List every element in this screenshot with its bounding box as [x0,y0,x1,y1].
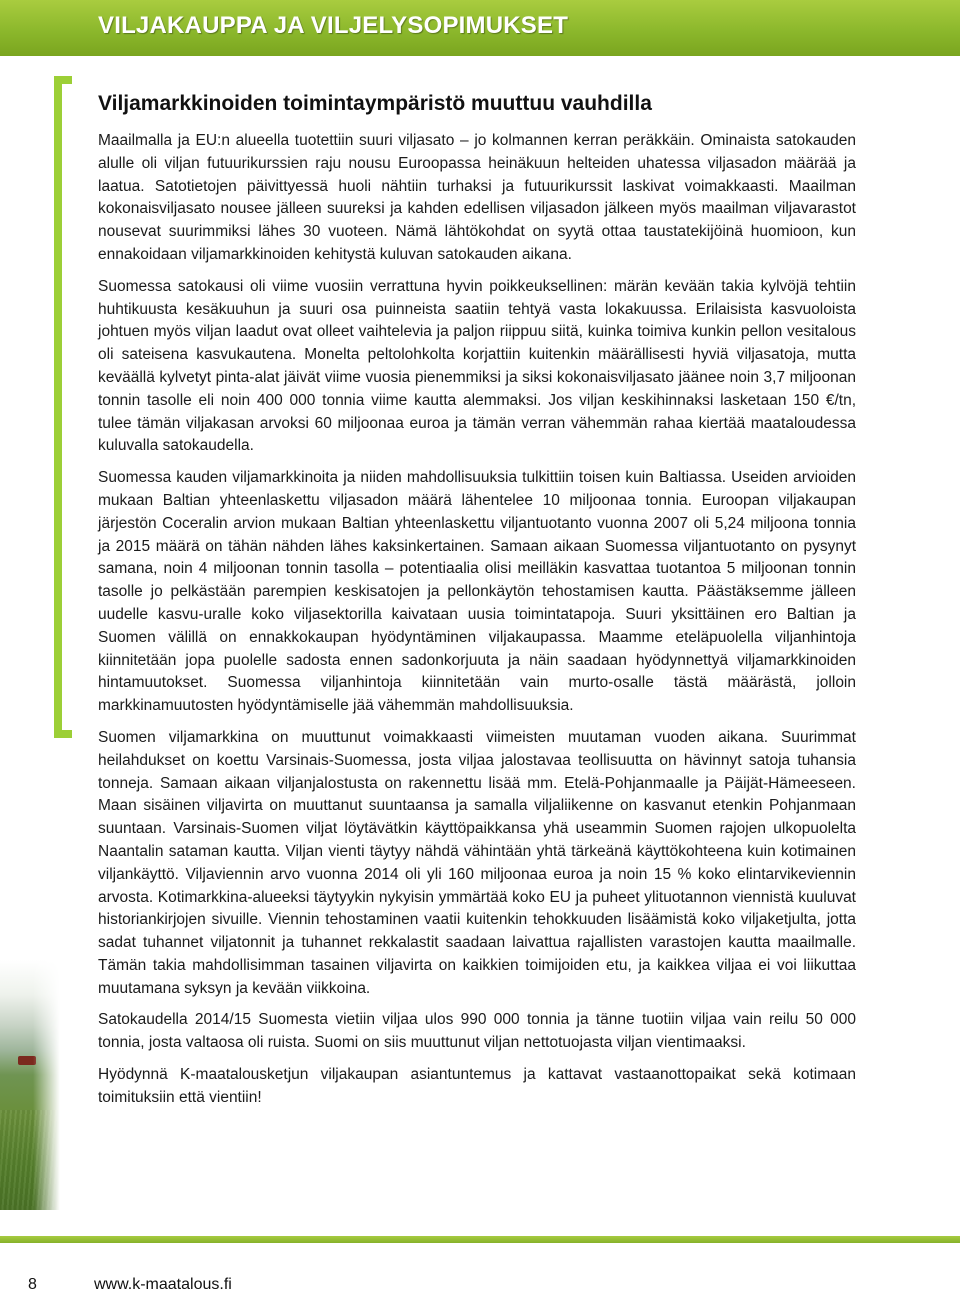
grain-field-texture [0,1110,60,1210]
decorative-bracket [54,76,72,738]
paragraph-5: Satokaudella 2014/15 Suomesta vietiin viljaa ulos 990 000 tonnia ja tänne tuotiin viljaa vain reilu 50 000 tonnia, josta valtaosa oli ruista. Suomi on siis muuttunut viljan nettotuojasta viljan vientimaaksi. [98,1011,856,1052]
paragraph-3: Suomessa kauden viljamarkkinoita ja niiden mahdollisuuksia tulkittiin toisen kuin Baltiassa. Useiden arvioiden mukaan Baltian yhteenlaskettu viljasadon määrä lähentelee 10 miljoonaa tonnia. Euroopan viljakaupan järjestön Coceralin arvion mukaan Baltian yhteenlaskettu viljantuotanto vuonna 2007 oli 5,24 miljoona tonnia ja 2015 määrä on tähän nähden lähes kaksinkertainen. Samaan aikaan Suomessa viljantuotanto on pysynyt samana, noin 4 miljoonan tonnin tasolla – potentiaalia olisi meilläkin kasvattaa tuotantoa 5 miljoonan tonnin tasolle jo pelkästään parempien keskisatojen ja pellonkäytön tehostamisen kautta. Päästäksemme jälleen uudelle kasvu-uralle koko viljasektorilla kaivataan uusia toimintatapoja. Suuri yksittäinen ero Baltian ja Suomen välillä on ennakkokaupan hyödyntäminen viljakaupassa. Maamme eteläpuolella viljanhintoja kiinnitetään jopa puolelle sadosta ennen sadonkorjuuta ja näin saadaan hyödynnettyä viljamarkkinoiden hintamuutokset. Suomessa viljanhintoja kiinnitetään vain murto-osalle tästä määrästä, jolloin markkinamuutosten hyödyntämiselle jää vähemmän mahdollisuuksia. [98,469,856,715]
paragraph-4: Suomen viljamarkkina on muuttunut voimakkaasti viimeisten muutaman vuoden aikana. Suurimmat heilahdukset on koettu Varsinais-Suomessa, josta viljaa jalostavaa teollisuutta on hävinnyt satoja tuhansia tonneja. Samaan aikaan viljanjalostusta on rakennettu lisää mm. Etelä-Pohjanmaalle ja Päijät-Hämeeseen. Maan sisäinen viljavirta on muuttanut suuntaansa ja samalla viljaliikenne on kasvanut etenkin Pohjanmaan suuntaan. Varsinais-Suomen viljat löytävätkin käyttöpaikkansa yhä useammin Suomen rajojen ulkopuolelta Naantalin sataman kautta. Viljan vienti täytyy nähdä vähintään yhtä tärkeänä käyttökohteena kuin kotimainen viljankäyttö. Viljaviennin arvo vuonna 2014 oli yli 160 miljoonaa euroa ja noin 15 % koko elintarvikeviennin arvosta. Kotimarkkina-alueeksi täytyykin nykyisin ymmärtää koko EU ja puheet ylituotannon viennistä kuuluvat historiankirjojen sivuille. Viennin tehostaminen vaatii kuitenkin tehokkuuden lisäämistä koko viljaketjulta, jotta sadat tuhannet viljatonnit ja tuhannet rekkalastit saadaan laivattua rajallisten varastojen kautta maailmalle. Tämän takia mahdollisimman tasainen viljavirta on kaikkien toimijoiden etu, ja kaikkea viljaa ei voi liikuttaa muutamana syksyn ja kevään viikkoina. [98,728,856,997]
section-title: VILJAKAUPPA JA VILJELYSOPIMUKSET [98,12,569,39]
field-photo [0,960,60,1210]
footer-url-link[interactable]: www.k-maatalous.fi [94,1276,232,1293]
paragraph-6: Hyödynnä K-maatalousketjun viljakaupan asiantuntemus ja kattavat vastaanottopaikat sekä kotimaan toimituksiin että vientiin! [98,1066,856,1106]
page-number: 8 [28,1276,37,1293]
footer-divider [0,1236,960,1243]
article-heading: Viljamarkkinoiden toimintaympäristö muuttuu vauhdilla [98,92,652,115]
paragraph-2: Suomessa satokausi oli viime vuosiin verrattuna hyvin poikkeuksellinen: märän kevään takia kylvöjä tehtiin huhtikuusta kesäkuuhun ja suuri osa puinneista saatiin tehtyä vasta lokakuussa. Erilaisista kasvuoloista johtuen myös viljan laadut ovat olleet vaihtelevia ja paljon riippuu siitä, kuinka toimiva kunkin pellon vesitalous oli sateisena kasvukautena. Monelta peltolohkolta korjattiin kuitenkin määrällisesti hyviä viljasatoja, mutta keväällä kylvetyt pinta-alat jäivät viime vuosia pienemmiksi ja siksi kokonaisviljasato jäänee noin 3,7 miljoonan tonnin tasolle eli noin 400 000 tonnia viime kautta alemmaksi. Jos viljan keskihinnaksi lasketaan 150 €/tn, tulee tämän viljakasan arvoksi 60 miljoonaa euroa ja tämän verran vähemmän rahaa kiertää maataloudessa kuluvalla satokaudella. [98,277,856,455]
tractor-image [18,1056,36,1065]
paragraph-1: Maailmalla ja EU:n alueella tuotettiin suuri viljasato – jo kolmannen kerran peräkkäin. Ominaista satokauden alulle oli viljan futuurikurssien raju nousu Euroopassa heinäkuun helteiden uhatessa viljasadon määrää ja laatua. Satotietojen päivittyessä huoli nähtiin turhaksi ja futuurikurssit laskivat voimakkaasti. Maailman kokonaisviljasato nousee jälleen suureksi ja kahden edellisen viljasadon jälkeen myös maailman viljavarastot nousevat suurimmiksi lähes 30 vuoteen. Nämä lähtökohdat on syytä ottaa taustatekijöinä huomioon, kun ennakoidaan viljamarkkinoiden kehitystä kuluvan satokauden aikana. [98,132,856,263]
section-header-bar [0,0,960,56]
article-body [98,90,856,1119]
